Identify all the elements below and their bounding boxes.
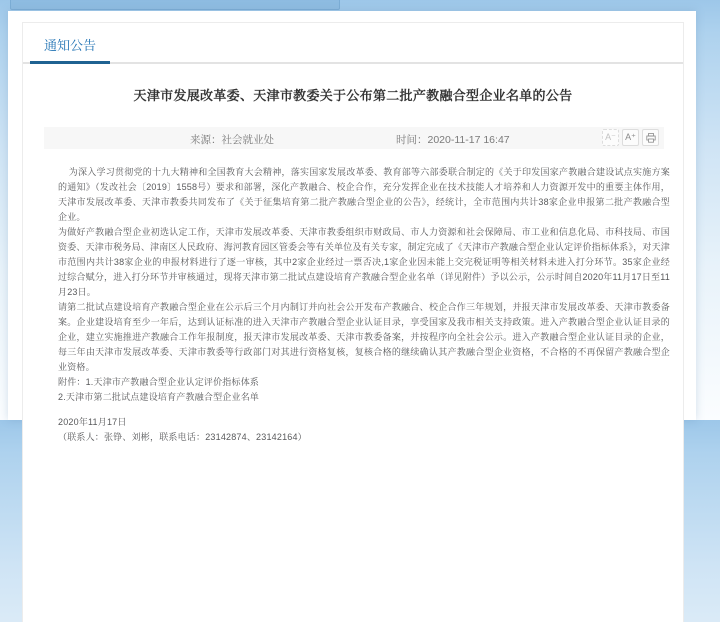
print-icon bbox=[646, 133, 656, 143]
article-time: 时间：2020-11-17 16:47 bbox=[396, 134, 510, 146]
font-decrease-button[interactable]: A⁻ bbox=[602, 129, 619, 146]
tab-notices[interactable]: 通知公告 bbox=[30, 31, 110, 64]
font-increase-button[interactable]: A⁺ bbox=[622, 129, 639, 146]
article-tools bbox=[602, 129, 659, 146]
article-body bbox=[58, 165, 670, 405]
paragraph: 请第二批试点建设培育产教融合型企业在公示后三个月内制订并向社会公开发布产教融合、校企合作三年规划，并报天津市发展改革委、天津市教委备案。企业建设培育至少一年后，达到认证标准的进入天津市产教融合型企业认证目录，享受国家及我市相关支持政策。进入产教融合型企业认证目录的企业，建立实施推进产教融合工作年报制度，报天津市发展改革委、天津市教委备案，并按程序向全社会公示。进入产教融合型企业认证目录的企业，每三年由天津市发展改革委、天津市教委等行政部门对其进行资格复核，复核合格的继续确认其产教融合型企业资格，不合格的不再保留产教融合型企业资格。 bbox=[58, 302, 670, 372]
main-panel bbox=[8, 11, 696, 442]
top-nav-remnant bbox=[10, 0, 340, 10]
attachment-line-1: 附件：1.天津市产教融合型企业认定评价指标体系 bbox=[58, 377, 260, 387]
article-title: 天津市发展改革委、天津市教委关于公布第二批产教融合型企业名单的公告 bbox=[133, 88, 573, 103]
signature-block bbox=[58, 415, 670, 445]
article-meta-bar bbox=[44, 127, 664, 149]
paragraph: 为深入学习贯彻党的十九大精神和全国教育大会精神，落实国家发展改革委、教育部等六部委联合制定的《关于印发国家产教融合建设试点实施方案的通知》（发改社会〔2019〕1558号）要求和部署，深化产教融合、校企合作，充分发挥企业在技术技能人才培养和人力资源开发中的重要主体作用，天津市发展改革委、天津市教委共同发布了《关于征集培育第二批产教融合型企业的公告》，经统计，全市范围内共计38家企业申报第二批产教融合型企业。 bbox=[58, 167, 670, 222]
print-button[interactable] bbox=[642, 129, 659, 146]
article-date: 2020年11月17日 bbox=[58, 417, 127, 427]
notice-card bbox=[22, 22, 684, 622]
article-source: 来源：社会就业处 bbox=[190, 134, 274, 146]
tab-bar bbox=[23, 23, 683, 64]
contact-line: （联系人：张铮、刘彬，联系电话：23142874、23142164） bbox=[58, 432, 307, 442]
attachment-line-2: 2.天津市第二批试点建设培育产教融合型企业名单 bbox=[58, 392, 260, 402]
paragraph: 为做好产教融合型企业初选认定工作，天津市发展改革委、天津市教委组织市财政局、市人力资源和社会保障局、市工业和信息化局、市科技局、市国资委、天津市税务局、津南区人民政府、海河教育园区管委会等有关单位及有关专家，制定完成了《天津市产教融合型企业认定评价指标体系》，对天津市范围内共计38家企业的申报材料进行了逐一审核，其中2家企业经过一票否决,1家企业因未能上交完税证明等相关材料未进入打分环节。35家企业经过综合赋分，进入打分环节并审核通过，现将天津市第二批试点建设培育产教融合型企业名单（详见附件）予以公示，公示时间自2020年11月17日至11月23日。 bbox=[58, 227, 670, 297]
